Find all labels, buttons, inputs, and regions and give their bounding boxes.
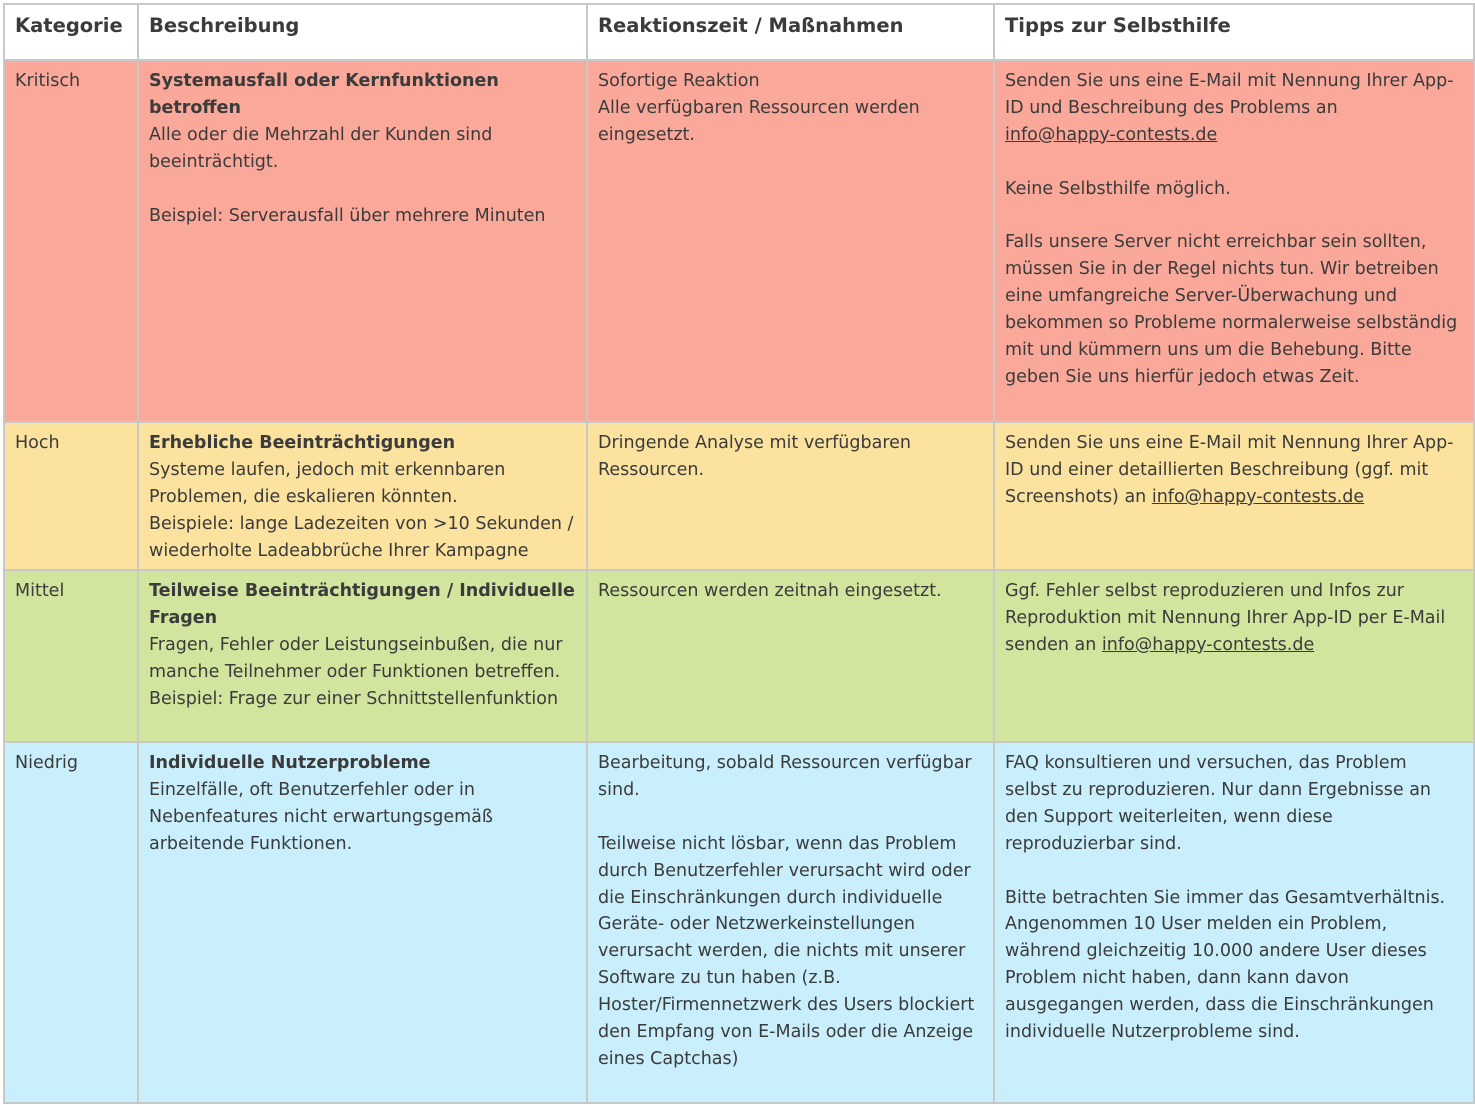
tips-text: Keine Selbsthilfe möglich. <box>1005 178 1231 199</box>
category-cell: Hoch <box>4 422 138 570</box>
description-example: Beispiele: lange Ladezeiten von >10 Sekunden / wiederholte Ladeabbrüche Ihrer Kampagne <box>149 513 574 561</box>
header-tips: Tipps zur Selbsthilfe <box>994 4 1474 60</box>
header-reaction: Reaktionszeit / Maßnahmen <box>587 4 994 60</box>
tips-text: Senden Sie uns eine E-Mail mit Nennung Ihrer App-ID und einer detaillierten Beschreibung (ggf. mit Screenshots) an <box>1005 433 1454 507</box>
header-description: Beschreibung <box>138 4 587 60</box>
tips-text: FAQ konsultieren und versuchen, das Problem selbst zu reproduzieren. Nur dann Ergebnisse an den Support weiterleiten, wenn diese reproduzierbar sind. <box>1005 753 1432 854</box>
support-email-link[interactable]: info@happy-contests.de <box>1005 124 1218 145</box>
category-cell: Niedrig <box>4 742 138 1103</box>
tips-text: Senden Sie uns eine E-Mail mit Nennung Ihrer App-ID und Beschreibung des Problems an <box>1005 71 1454 118</box>
reaction-text: Ressourcen werden zeitnah eingesetzt. <box>598 581 942 601</box>
tips-cell <box>994 60 1474 422</box>
description-title: Systemausfall oder Kernfunktionen betroffen <box>149 71 499 118</box>
reaction-cell <box>587 570 994 742</box>
reaction-text: Alle verfügbaren Ressourcen werden eingesetzt. <box>598 97 920 145</box>
reaction-text: Dringende Analyse mit verfügbaren Ressourcen. <box>598 433 911 480</box>
description-text: Alle oder die Mehrzahl der Kunden sind beeinträchtigt. <box>149 124 493 172</box>
description-text: Einzelfälle, oft Benutzerfehler oder in Nebenfeatures nicht erwartungsgemäß arbeitende Funktionen. <box>149 779 493 854</box>
category-cell: Kritisch <box>4 60 138 422</box>
category-cell: Mittel <box>4 570 138 742</box>
header-category: Kategorie <box>4 4 138 60</box>
spacer <box>1005 858 1463 885</box>
description-title: Individuelle Nutzerprobleme <box>149 753 431 773</box>
spacer <box>1005 149 1463 176</box>
table-row-low <box>4 742 1474 1103</box>
tips-text: Bitte betrachten Sie immer das Gesamtverhältnis. Angenommen 10 User melden ein Problem, während gleichzeitig 10.000 andere User dieses Problem nicht haben, dann kann davon ausgegangen werden, dass die Einschränkungen individuelle Nutzerprobleme sind. <box>1005 887 1446 1043</box>
spacer <box>598 804 983 831</box>
table-header-row <box>4 4 1474 60</box>
description-cell <box>138 570 587 742</box>
description-text: Systeme laufen, jedoch mit erkennbaren Problemen, die eskalieren könnten. <box>149 459 506 507</box>
description-cell <box>138 422 587 570</box>
description-title: Teilweise Beeinträchtigungen / Individuelle Fragen <box>149 581 575 628</box>
reaction-text: Sofortige Reaktion <box>598 71 760 91</box>
reaction-cell <box>587 742 994 1103</box>
reaction-cell <box>587 422 994 570</box>
tips-text: Ggf. Fehler selbst reproduzieren und Infos zur Reproduktion mit Nennung Ihrer App-ID per E-Mail senden an <box>1005 581 1446 655</box>
description-title: Erhebliche Beeinträchtigungen <box>149 433 456 453</box>
table-row-critical <box>4 60 1474 422</box>
reaction-cell <box>587 60 994 422</box>
description-cell <box>138 742 587 1103</box>
tips-cell <box>994 422 1474 570</box>
spacer <box>1005 203 1463 230</box>
support-email-link[interactable]: info@happy-contests.de <box>1151 486 1365 507</box>
description-text: Fragen, Fehler oder Leistungseinbußen, die nur manche Teilnehmer oder Funktionen betreffen. Beispiel: Frage zur einer Schnittstellenfunktion <box>149 634 563 709</box>
description-cell <box>138 60 587 422</box>
reaction-text: Bearbeitung, sobald Ressourcen verfügbar sind. <box>598 753 972 800</box>
spacer <box>149 176 576 203</box>
tips-cell <box>994 570 1474 742</box>
table-row-medium <box>4 570 1474 742</box>
tips-cell <box>994 742 1474 1103</box>
support-category-table <box>3 3 1475 1104</box>
table-row-high <box>4 422 1474 570</box>
description-example: Beispiel: Serverausfall über mehrere Minuten <box>149 205 546 226</box>
reaction-text: Teilweise nicht lösbar, wenn das Problem durch Benutzerfehler verursacht wird oder die Einschränkungen durch individuelle Geräte- oder Netzwerkeinstellungen verursacht werden, die nichts mit unserer Software zu tun haben (z.B. Hoster/Firmennetzwerk des Users blockiert den Empfang von E-Mails oder die Anzeige eines Captchas) <box>598 833 975 1069</box>
tips-text: Falls unsere Server nicht erreichbar sein sollten, müssen Sie in der Regel nichts tun. Wir betreiben eine umfangreiche Server-Überwachung und bekommen so Probleme normalerweise selbständig mit und kümmern uns um die Behebung. Bitte geben Sie uns hierfür jedoch etwas Zeit. <box>1005 232 1458 387</box>
support-email-link[interactable]: info@happy-contests.de <box>1101 634 1315 655</box>
